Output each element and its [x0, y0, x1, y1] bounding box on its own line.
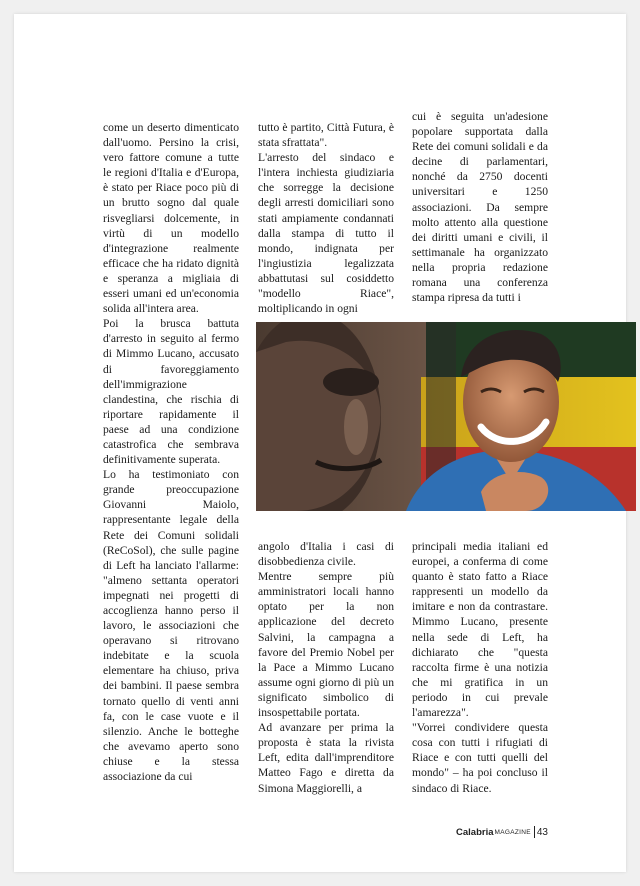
paragraph: come un deserto dimenticato dall'uomo. Persino la crisi, vero fattore comune a tutte le regioni d'Italia e d'Europa, è stato per Riace poco più di un brutto sogno dal quale risvegliarsi dolcemente, in virtù di un modello d'integrazione realmente efficace che ha ridato dignità e speranza a migliaia di esseri umani ed un'economia solida all'intera area. — [103, 121, 239, 316]
paragraph: L'arresto del sindaco e l'intera inchiesta giudiziaria che sorregge la decisione degli arresti domiciliari sono stati ampiamente condannati dalla stampa di tutto il mondo, indignata per l'ingiustizia legalizzata abbattutasi sul cosiddetto "modello Riace", moltiplicando in ogni — [258, 151, 394, 316]
paragraph: Poi la brusca battuta d'arresto in seguito al fermo di Mimmo Lucano, accusato di favoreggiamento dell'immigrazione clandestina, che rischia di riportare rapidamente il paese ad una condizione catastrofica che sembrava definitivamente superata. — [103, 317, 239, 467]
portrait-photo — [256, 322, 636, 511]
magazine-brand: Calabria — [456, 826, 494, 838]
paragraph: tutto è partito, Città Futura, è stata sfrattata". — [258, 121, 394, 150]
article-column-2-bottom — [258, 539, 394, 796]
paragraph: Lo ha testimoniato con grande preoccupazione Giovanni Maiolo, rappresentante legale della Rete dei Comuni solidali (ReCoSol), che sulle pagine di Left ha lanciato l'allarme: "almeno settanta operatori impegnati nei progetti di accoglienza hanno perso il lavoro, le associazioni che operavano si ritrovano indebitate e la scuola elementare ha chiuso, priva dei bambini. Il paese sembra tornato quello di venti anni fa, con le case vuote e il silenzio. Anche le botteghe che avevamo aperto sono chiuse e la stessa associazione da cui — [103, 468, 239, 784]
paragraph: Ad avanzare per prima la proposta è stata la rivista Left, edita dall'imprenditore Matteo Fago e diretta da Simona Maggiorelli, a — [258, 721, 394, 795]
paragraph: angolo d'Italia i casi di disobbedienza civile. — [258, 540, 394, 569]
page-number: 43 — [536, 826, 548, 838]
magazine-page — [14, 14, 626, 872]
article-column-3-bottom — [412, 539, 548, 796]
article-column-1 — [103, 120, 239, 784]
paragraph: "Vorrei condividere questa cosa con tutti i rifugiati di Riace e con tutti quelli del mondo" – ha poi concluso il sindaco di Riace. — [412, 721, 548, 795]
paragraph: principali media italiani ed europei, a conferma di come quanto è stato fatto a Riace rappresenti un modello da imitare e non da contrastare. Mimmo Lucano, presente nella sede di Left, ha dichiarato che "questa raccolta firme è una notizia che mi gratifica in un periodo in cui prevale l'amarezza". — [412, 540, 548, 720]
article-photo — [256, 322, 636, 511]
article-column-3-top — [412, 109, 548, 305]
magazine-label: MAGAZINE — [494, 828, 531, 836]
page-footer — [456, 826, 548, 838]
article-column-2-top — [258, 120, 394, 316]
paragraph: cui è seguita un'adesione popolare supportata dalla Rete dei comuni solidali e da decine di parlamentari, nonché da 2750 docenti universitari e 1250 associazioni. Da sempre molto attento alla questione dei diritti umani e civili, il settimanale ha organizzato nella propria redazione romana una conferenza stampa ripresa da tutti i — [412, 110, 548, 305]
paragraph: Mentre sempre più amministratori locali hanno optato per la non applicazione del decreto Salvini, la campagna a favore del Premio Nobel per la Pace a Mimmo Lucano assume ogni giorno di più un significato simbolico di insospettabile portata. — [258, 570, 394, 720]
footer-divider — [534, 826, 535, 838]
